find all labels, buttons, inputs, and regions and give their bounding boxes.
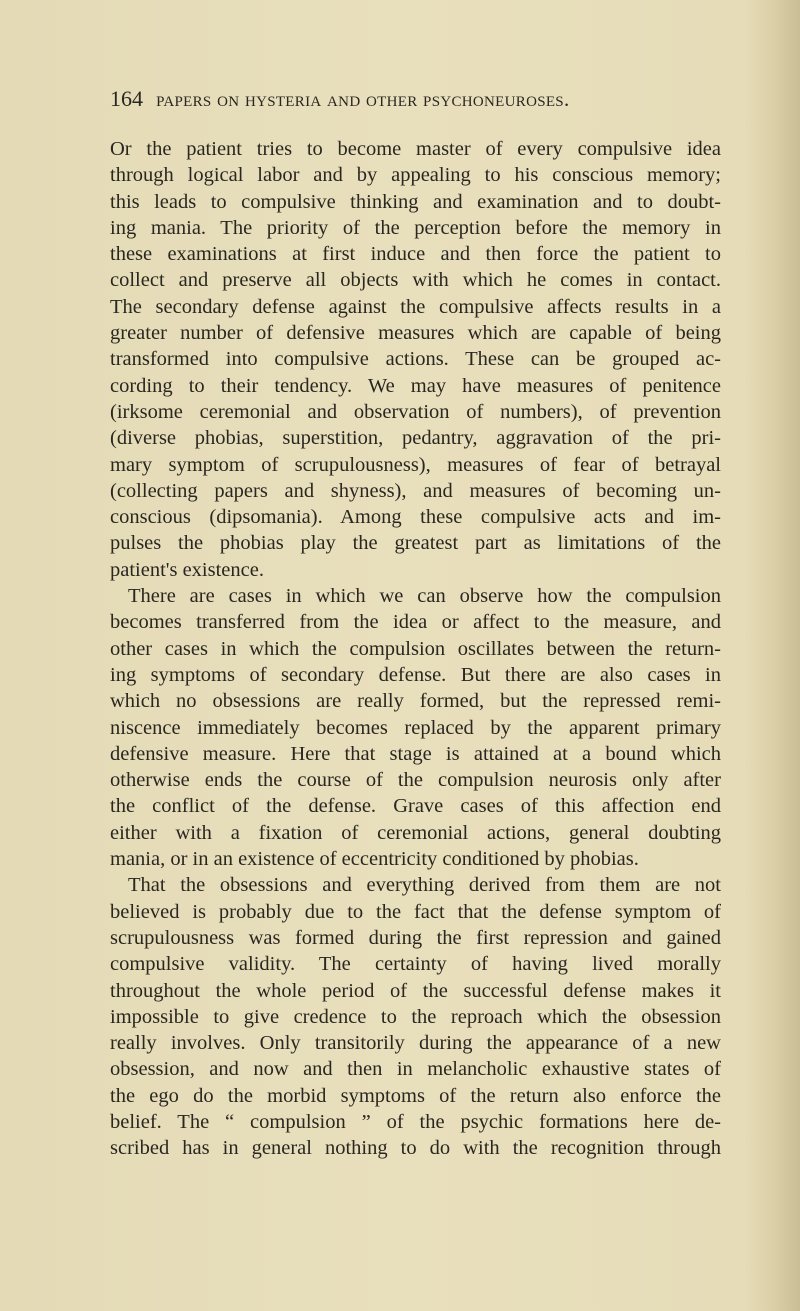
text-line: Or the patient tries to become master of every compulsive idea bbox=[110, 138, 721, 160]
text-line: (irksome ceremonial and observation of numbers), of prevention bbox=[110, 400, 721, 423]
text-line: the conflict of the defense. Grave cases of this affection end bbox=[110, 795, 721, 818]
body-text bbox=[110, 136, 721, 1162]
text-line: throughout the whole period of the successful defense makes it bbox=[110, 979, 721, 1002]
text-line: either with a fixation of ceremonial actions, general doubting bbox=[110, 821, 721, 844]
page-number: 164 bbox=[110, 86, 143, 111]
paragraph bbox=[110, 583, 721, 872]
text-line: defensive measure. Here that stage is attained at a bound which bbox=[110, 742, 721, 765]
text-line: obsession, and now and then in melancholic exhaustive states of bbox=[110, 1058, 721, 1081]
text-line: cording to their tendency. We may have measures of penitence bbox=[110, 374, 721, 397]
text-line: really involves. Only transitorily during the appearance of a new bbox=[110, 1032, 721, 1055]
text-line: collect and preserve all objects with which he comes in contact. bbox=[110, 269, 721, 292]
text-line: ing symptoms of secondary defense. But there are also cases in bbox=[110, 663, 721, 686]
text-line: otherwise ends the course of the compulsion neurosis only after bbox=[110, 769, 721, 792]
text-line: impossible to give credence to the reproach which the obsession bbox=[110, 1005, 721, 1028]
text-line: That the obsessions and everything derived from them are not bbox=[128, 874, 721, 897]
text-line: believed is probably due to the fact that the defense symptom of bbox=[110, 900, 721, 923]
text-line: this leads to compulsive thinking and examination and to doubt- bbox=[110, 190, 721, 213]
text-line: the ego do the morbid symptoms of the return also enforce the bbox=[110, 1084, 721, 1107]
text-line: scrupulousness was formed during the first repression and gained bbox=[110, 926, 721, 949]
text-line: niscence immediately becomes replaced by the apparent primary bbox=[110, 716, 721, 739]
paragraph bbox=[110, 136, 721, 583]
text-line: transformed into compulsive actions. These can be grouped ac- bbox=[110, 348, 721, 371]
text-line: conscious (dipsomania). Among these compulsive acts and im- bbox=[110, 506, 721, 529]
text-line: There are cases in which we can observe how the compulsion bbox=[128, 585, 721, 608]
text-line: through logical labor and by appealing to his conscious memory; bbox=[110, 164, 721, 187]
text-line: patient's existence. bbox=[110, 558, 264, 581]
text-line: (collecting papers and shyness), and measures of becoming un- bbox=[110, 479, 721, 502]
text-line: mania, or in an existence of eccentricity conditioned by phobias. bbox=[110, 848, 639, 871]
text-line: greater number of defensive measures which are capable of being bbox=[110, 322, 721, 345]
text-line: these examinations at first induce and then force the patient to bbox=[110, 243, 721, 266]
text-line: pulses the phobias play the greatest part as limitations of the bbox=[110, 532, 721, 555]
running-title: papers on hysteria and other psychoneuroses. bbox=[156, 87, 570, 111]
text-line: mary symptom of scrupulousness), measures of fear of betrayal bbox=[110, 453, 721, 476]
running-header bbox=[110, 86, 720, 113]
text-line: other cases in which the compulsion oscillates between the return- bbox=[110, 637, 721, 660]
text-line: The secondary defense against the compulsive affects results in a bbox=[110, 295, 721, 318]
text-line: ing mania. The priority of the perception before the memory in bbox=[110, 216, 721, 239]
text-line: (diverse phobias, superstition, pedantry, aggravation of the pri- bbox=[110, 427, 721, 450]
text-line: scribed has in general nothing to do with the recognition through bbox=[110, 1137, 721, 1160]
text-line: belief. The “ compulsion ” of the psychic formations here de- bbox=[110, 1110, 721, 1133]
text-line: which no obsessions are really formed, but the repressed remi- bbox=[110, 690, 721, 713]
text-line: becomes transferred from the idea or affect to the measure, and bbox=[110, 611, 721, 634]
paragraph bbox=[110, 872, 721, 1161]
text-line: compulsive validity. The certainty of having lived morally bbox=[110, 953, 721, 976]
